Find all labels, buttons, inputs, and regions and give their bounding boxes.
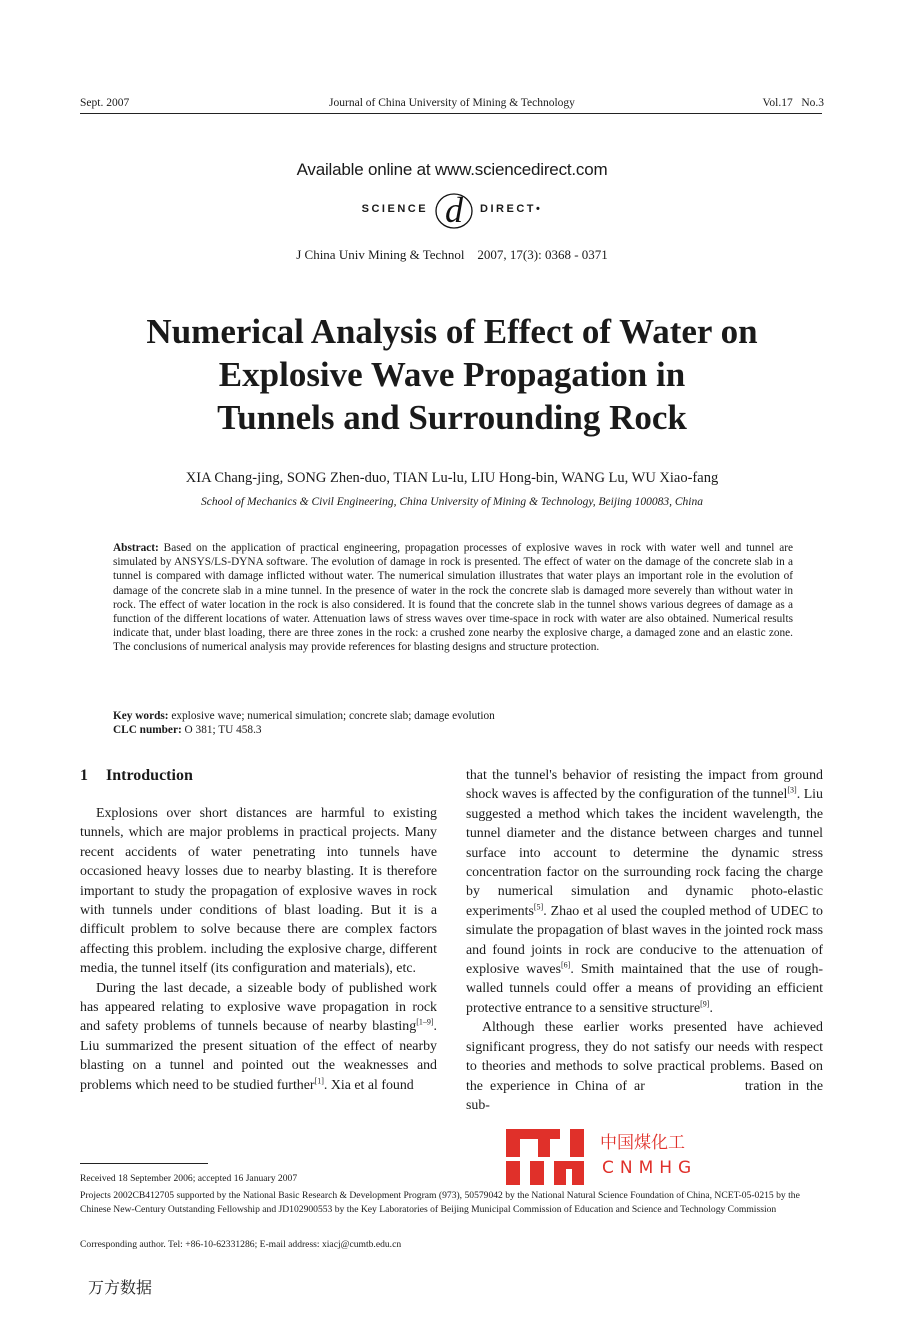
header-journal: Journal of China University of Mining & Technology <box>329 97 575 109</box>
abstract <box>113 541 793 655</box>
sciencedirect-logo <box>0 186 904 236</box>
citation-ref: [1–9] <box>416 1017 434 1027</box>
footnote-rule <box>80 1163 208 1164</box>
header-rule <box>80 113 822 114</box>
citation-ref: [9] <box>700 999 710 1009</box>
paper-title <box>40 310 864 439</box>
logo-letter: d <box>445 190 464 230</box>
keywords-label: Key words: <box>113 710 169 722</box>
citation-ref: [3] <box>787 785 797 795</box>
section-title: Introduction <box>106 767 193 784</box>
header-volume: Vol.17 No.3 <box>762 97 824 109</box>
footnote-projects: Projects 2002CB412705 supported by the National Basic Research & Development Program (973), 50579042 by the National Natural Science Foundation of China, NCET-05-0215 by the Chinese New-Century Outstanding Fellowship and JD102900553 by the Key Laboratories of Beijing Municipal Commission of Education and Science and Technology Commission <box>80 1190 800 1216</box>
paragraph: that the tunnel's behavior of resisting the impact from ground shock waves is affected by the configuration of the tunnel[3]. Liu suggested a method which takes the incident wavelength, the tunnel diameter and the distance between charges and tunnel surface into account to determine the dynamic stress concentration factor on the surrounding rock facing the charge by numerical simulation and dynamic photo-elastic experiments[5]. Zhao et al used the coupled method of UDEC to simulate the propagation of blast waves in the jointed rock mass and found joints in rock are conducive to the attenuation of explosive waves[6]. Smith maintained that the use of rough-walled tunnels could offer a means of providing an efficient protective entrance to a sensitive structure[9]. <box>466 768 824 1016</box>
citation-ref: [1] <box>314 1076 324 1086</box>
paragraph: Although these earlier works presented have achieved significant progress, they do not satisfy our needs with respect to theories and methods to solve practical problems. Based on the experience in China of ar tration in the sub- <box>466 1020 824 1113</box>
clc-text: O 381; TU 458.3 <box>181 724 262 737</box>
watermark-cn: 中国煤化工 <box>600 1133 685 1153</box>
title-line: Numerical Analysis of Effect of Water on <box>146 312 758 351</box>
title-line: Explosive Wave Propagation in <box>218 355 686 394</box>
title-line: Tunnels and Surrounding Rock <box>217 398 687 437</box>
sciencedirect-d-icon <box>432 186 476 232</box>
right-column <box>466 766 823 1115</box>
keywords-text: explosive wave; numerical simulation; concrete slab; damage evolution <box>168 710 495 722</box>
footnote-corresponding: Corresponding author. Tel: +86-10-62331286; E-mail address: xiacj@cumtb.edu.cn <box>80 1239 402 1250</box>
citation-ref: [6] <box>561 960 571 970</box>
clc-label: CLC number: <box>113 724 182 737</box>
section-heading <box>80 767 193 785</box>
affiliation: School of Mechanics & Civil Engineering, China University of Mining & Technology, Beijing 100083, China <box>200 496 703 508</box>
section-number: 1 <box>80 767 88 784</box>
watermark-en: CNMHG <box>602 1158 698 1178</box>
citation-line: J China Univ Mining & Technol 2007, 17(3): 0368 - 0371 <box>296 247 608 262</box>
paragraph: Explosions over short distances are harmful to existing tunnels, which are major problems in practical projects. Many recent accidents of water penetrating into tunnels have occasioned heavy losses due to nearby blasting. It is therefore important to study the propagation of explosive waves in rock with tunnels under conditions of blast loading. But it is a difficult problem to solve because there are complex factors affecting this problem. including the explosive charge, different media, the tunnel itself (its configuration and materials), etc. <box>80 806 437 977</box>
abstract-text: Based on the application of practical engineering, propagation processes of explosive waves in rock with water well and tunnel are simulated by ANSYS/LS-DYNA software. The evolution of damage in rock is presented. The effect of water on the damage of the concrete slab in a tunnel is compared with damage inflicted without water. The numerical simulation illustrates that water plays an important role in the evolution of damage of the concrete slab in a mine tunnel. In the presence of water in the rock the concrete slab is damaged more severely than without water in rock. The effect of water location in the rock is also considered. It is found that the concrete slab in the tunnel shows various degrees of damage as a function of the different locations of water. Attenuation laws of stress waves over time-space in rock with water are also obtained. Numerical results indicate that, under blast loading, there are three zones in the rock: a crushed zone nearby the explosive charge, a damaged zone and an elastic zone. The conclusions of numerical analysis may provide references for blasting designs and structure protection. <box>113 542 793 654</box>
author-list: XIA Chang-jing, SONG Zhen-duo, TIAN Lu-lu, LIU Hong-bin, WANG Lu, WU Xiao-fang <box>185 470 719 486</box>
footnote-received: Received 18 September 2006; accepted 16 January 2007 <box>80 1173 298 1184</box>
header-date: Sept. 2007 <box>80 97 130 109</box>
wanfang-watermark: 万方数据 <box>88 1278 153 1297</box>
science-word: SCIENCE <box>361 203 429 215</box>
abstract-label: Abstract: <box>113 542 159 554</box>
keywords-block <box>113 709 793 737</box>
citation-ref: [5] <box>533 902 544 912</box>
direct-word: DIRECT• <box>480 203 543 215</box>
paragraph: During the last decade, a sizeable body of published work has appeared relating to explosive wave propagation in rock and safety problems of tunnels because of nearby blasting[1–9]. Liu summarized the present situation of the effect of nearby blasting on a tunnel and pointed out the weaknesses and problems which need to be studied further[1]. Xia et al found <box>80 980 437 1093</box>
available-online: Available online at www.sciencedirect.com <box>296 160 608 179</box>
left-column <box>80 804 437 1095</box>
